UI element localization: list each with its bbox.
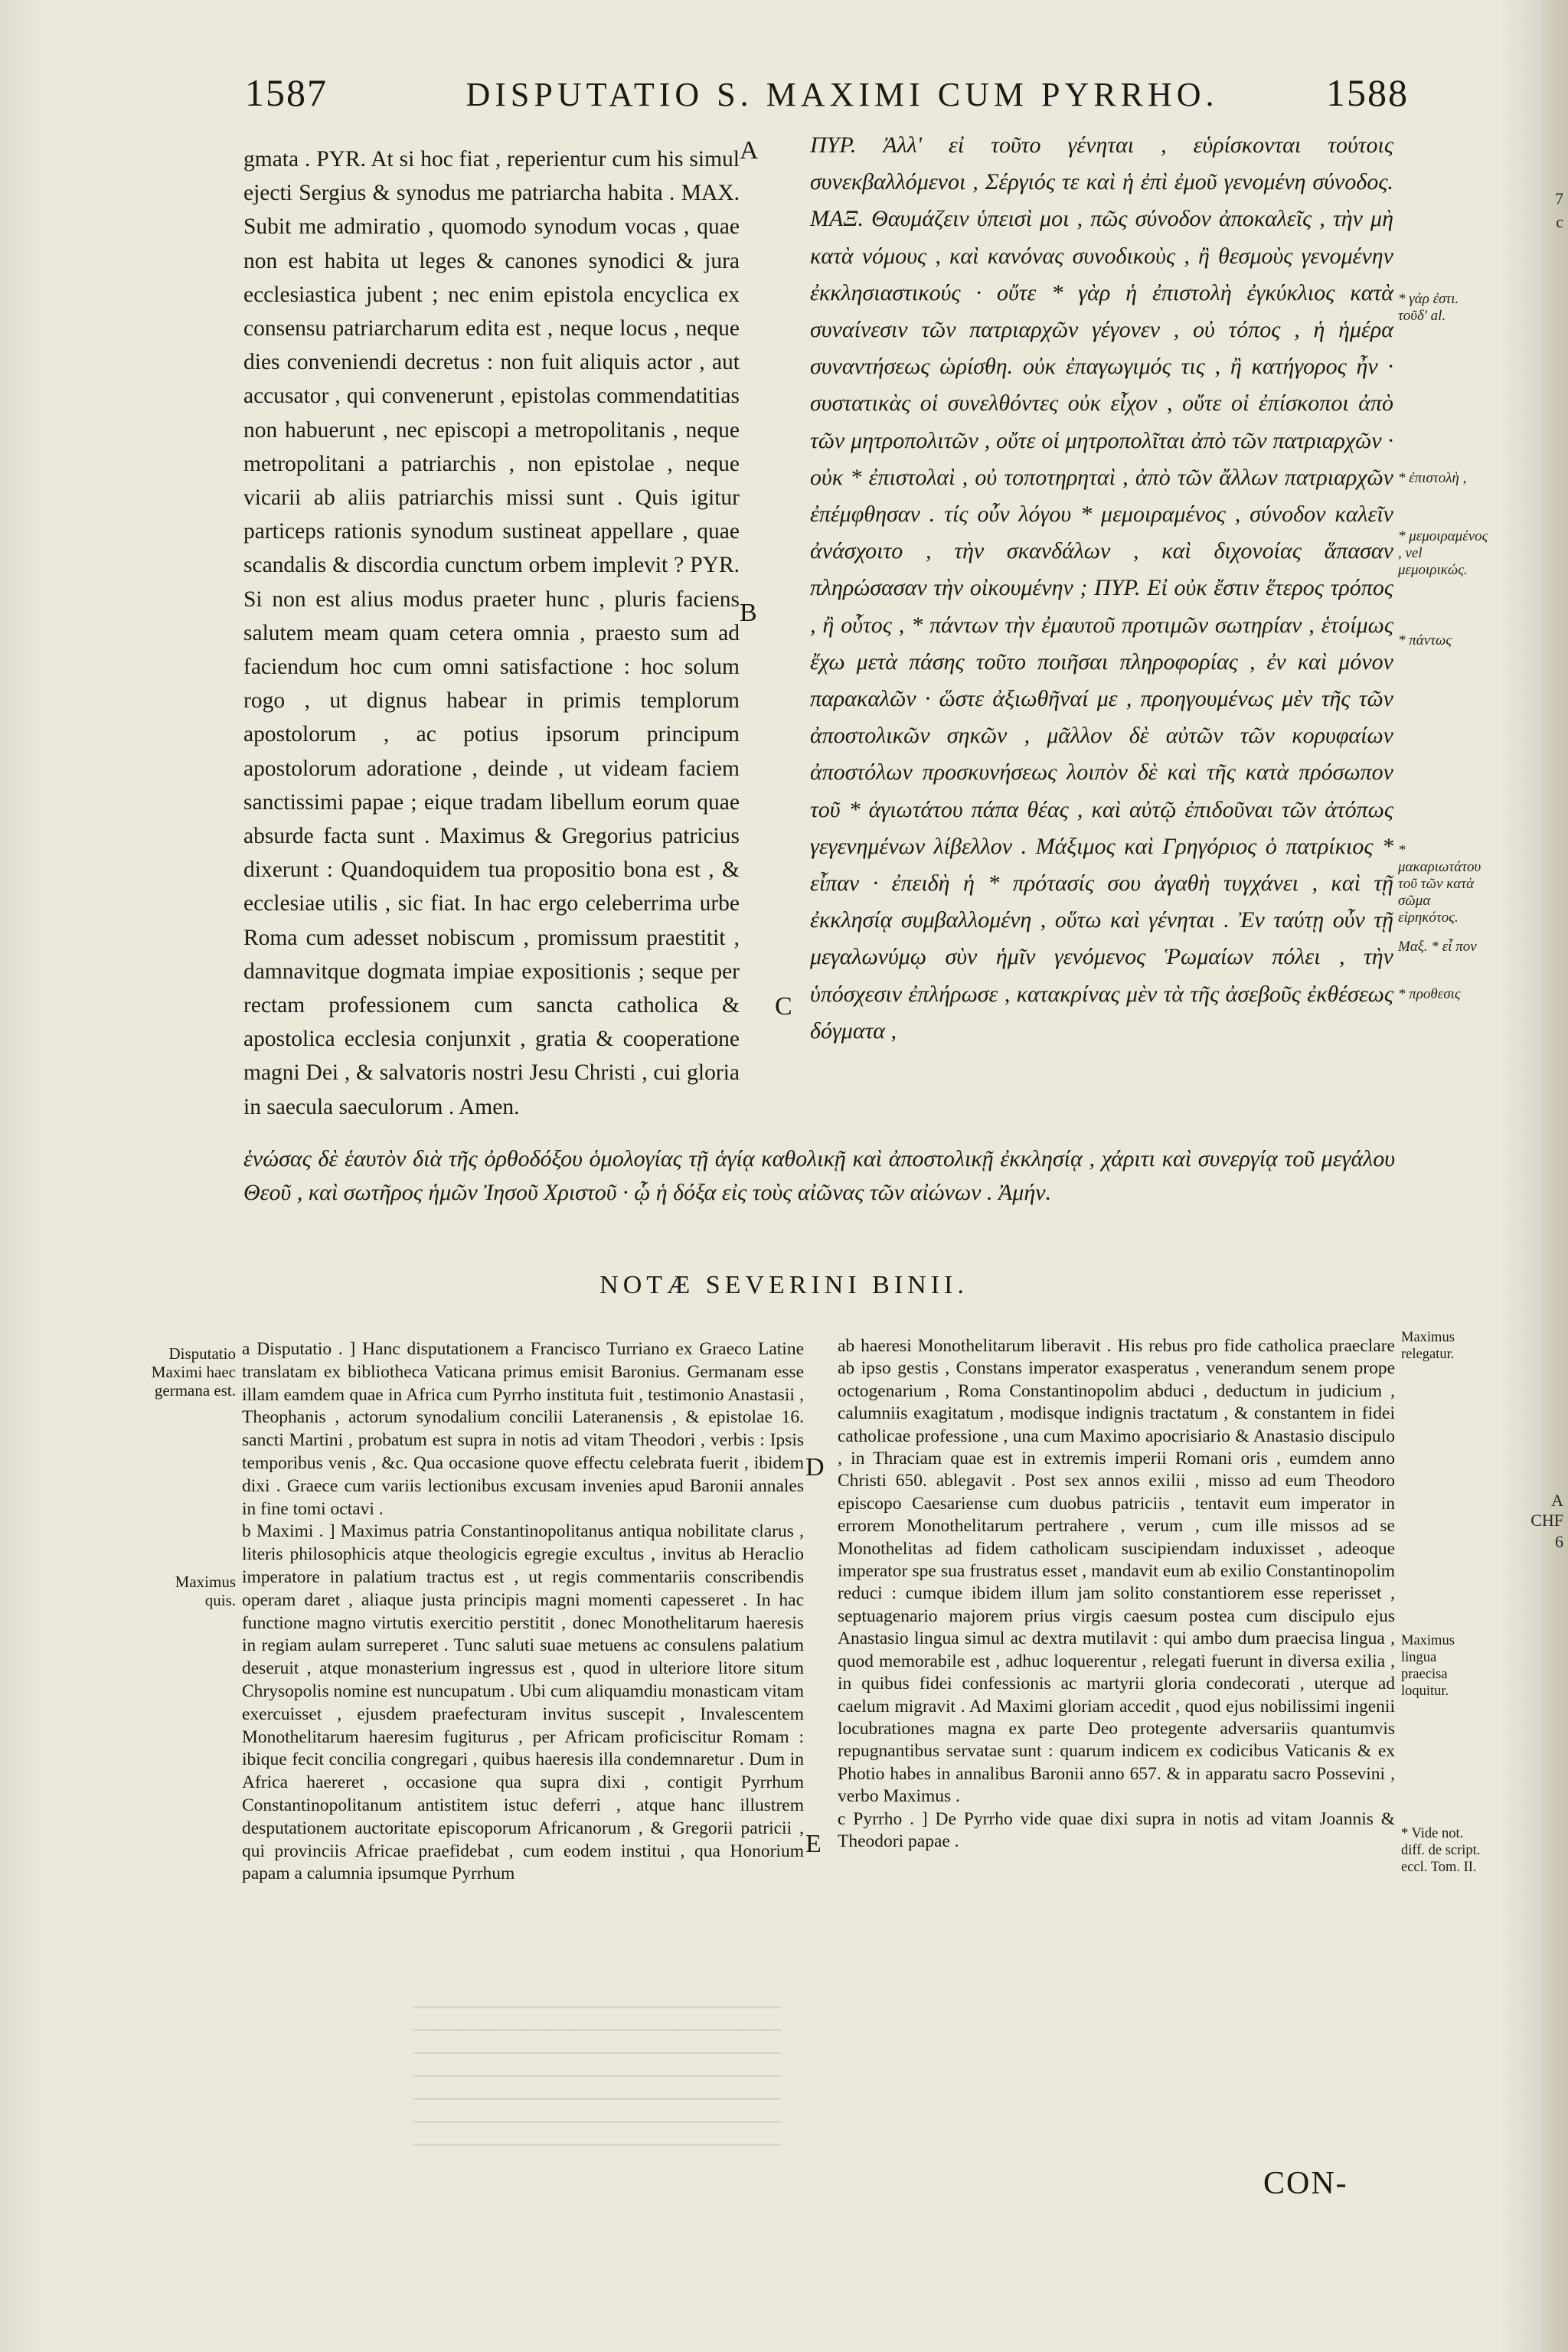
greek-margin-note: * προθεσις (1398, 986, 1461, 1002)
note-b: b Maximi . ] Maximus patria Constantinopolitanus antiqua nobilitate clarus , literis philosophicis atque theologicis egregie excultus , invitus ab Heraclio imperatore in palatium tractus est , ut regis commentariis conscribendis operam daret , aliaque justa principis magni momenti capesseret . In hac functione magno virtutis exercitio perstitit , donec Monothelitarum haeresis in regiam aulam surreperet . Tunc saluti suae metuens ac consulens palatium deseruit , atque monasterium ingressus est , quod in ulteriore litore situm Chrysopolis nomine est nuncupatum . Ubi cum aliquamdiu monasticam vitam exercuisset , ejusdem praefecturam invitus suscepit , Invalescentem Monothelitarum haeresim fugiturus , per Africam proficiscitur Romam : ibique fecit concilia congregari , quibus haeresis illa condemnaretur . Dum in Africa haereret , occasione qua supra dixi , contigit Pyrrhum Constantinopolitanum antistitem istuc deferri , atque hanc illustrem desputationem auctoritate episcoporum Africanorum , & Gregorii patricii , qui provinciis Africae praefidebat , cum eodem institui , qua Honorium papam a calumnia ipsumque Pyrrhum (242, 1521, 804, 1884)
left-margin-label: Disputatio Maximi haec germana est. (151, 1344, 236, 1400)
left-margin-label: Maximus quis. (175, 1573, 236, 1609)
section-marker-d: D (805, 1453, 825, 1481)
page-number-left: 1587 (245, 71, 328, 114)
section-marker-c: C (775, 992, 792, 1021)
greek-margin-note: Μαξ. * εἶ πον (1398, 939, 1477, 955)
notes-left-column (242, 1338, 804, 1886)
notes-section-title: NOTÆ SEVERINI BINII. (599, 1271, 969, 1299)
greek-column (810, 127, 1393, 1050)
greek-margin-note: * μακαριωτάτου τοῦ τῶν κατὰ σῶμα εἰρηκότος. (1398, 842, 1481, 926)
greek-margin-note: * μεμοιραμένος , vel μεμοιρικώς. (1398, 528, 1488, 578)
adjacent-page-edge (1530, 0, 1568, 2352)
edge-fragment: c (1556, 212, 1563, 231)
right-margin-label: Maximus lingua praecisa loquitur. (1401, 1633, 1455, 1699)
greek-margin-note: * πάντως (1398, 632, 1452, 648)
section-marker-b: B (740, 599, 757, 627)
note-a: a Disputatio . ] Hanc disputationem a Francisco Turriano ex Graeco Latine translatam ex bibliotheca Vaticana primus emisit Baronius. Germanam esse illam eamdem quae in Africa cum Pyrrho instituta fuit , testimonio Anastasii , Theophanis , actorum synodalium concilii Lateranensis , & epistolae 16. sancti Martini , probatum est supra in notis ad vitam Theodori , verbis : Ipsis temporibus venis , &c. Qua occasione quove effectu celebrata fuerit , ibidem dixi . Graece cum variis lectionibus excusam invenies apud Baronii annales in fine tomi octavi . (242, 1339, 804, 1519)
greek-closing-paragraph (243, 1142, 1395, 1210)
section-marker-a: A (740, 136, 759, 165)
greek-margin-note: * γάρ ἐστι. τοῦδ' al. (1398, 291, 1459, 324)
section-marker-e: E (805, 1830, 822, 1858)
greek-margin-note: * ἐπιστολὴ , (1398, 470, 1467, 486)
notes-right-column (838, 1335, 1395, 1853)
latin-text: gmata . PYR. At si hoc fiat , reperientur cum his simul ejecti Sergius & synodus me patriarcha habita . MAX. Subit me admiratio , quomodo synodum vocas , quae non est habita ut leges & canones synodici & jura ecclesiastica jubent ; nec enim epistola encyclica ex consensu patriarcharum edita est , neque locus , neque dies conveniendi decretus : non fuit aliquis actor , aut accusator , qui convenerunt , epistolas commendatitias non habuerunt , nec episcopi a metropolitanis , neque metropolitani a patriarchis , non epistolae , neque vicarii ab aliis patriarchis missi sunt . Quis igitur particeps rationis synodum sustineat appellare , quae scandalis & discordia cunctum orbem implevit ? PYR. Si non est alius modus praeter hunc , pluris faciens salutem meam quam cetera omnia , praesto sum ad faciendum hoc cum omni satisfactione : hoc solum rogo , ut dignus habear in primis templorum apostolorum , ac potius ipsorum principum apostolorum adoratione , deinde , ut videam faciem sanctissimi papae ; eique tradam libellum eorum quae absurde facta sunt . Maximus & Gregorius patricius dixerunt : Quandoquidem tua propositio bona est , & ecclesiae utilis , sic fiat. In hac ergo celeberrima urbe Roma cum adesset nobiscum , promissum praestitit , damnavitque dogmata impiae expositionis ; seque per rectam professionem cum sancta catholica & apostolica ecclesia conjunxit , gratia & cooperatione magni Dei , & salvatoris nostri Jesu Christi , cui gloria in saecula saeculorum . Amen. (243, 147, 740, 1119)
show-through-texture (413, 2006, 781, 2159)
running-header (245, 70, 1409, 124)
running-title: DISPUTATIO S. MAXIMI CUM PYRRHO. (466, 76, 1219, 113)
greek-text: ΠΥΡ. Ἀλλ' εἰ τοῦτο γένηται , εὑρίσκονται τούτοις συνεκβαλλόμενοι , Σέργιός τε καὶ ἡ ἐπὶ ἐμοῦ γενομένη σύνοδος. ΜΑΞ. Θαυμάζειν ὑπεισὶ μοι , πῶς σύνοδον ἀποκαλεῖς , τὴν μὴ κατὰ νόμους , καὶ κανόνας συνοδικοὺς , ἢ θεσμοὺς γενομένην ἐκκλησιαστικούς · οὔτε * γὰρ ἡ ἐπιστολὴ ἐγκύκλιος κατὰ συναίνεσιν τῶν πατριαρχῶν γέγονεν , οὐ τόπος , ἡ ἡμέρα συναντήσεως ὡρίσθη. οὐκ ἐπαγωγιμός τις , ἢ κατήγορος ἦν · συστατικὰς οἱ συνελθόντες οὐκ εἶχον , οὔτε οἱ ἐπίσκοποι ἀπὸ τῶν μητροπολιτῶν , οὔτε οἱ μητροπολῖται ἀπὸ τῶν πατριαρχῶν · οὐκ * ἐπιστολαὶ , οὐ τοποτηρηταὶ , ἀπὸ τῶν ἄλλων πατριαρχῶν ἐπέμφθησαν . τίς οὖν λόγου * μεμοιραμένος , σύνοδον καλεῖν ἀνάσχοιτο , τὴν σκανδάλων , καὶ διχονοίας ἅπασαν πληρώσασαν τὴν οἰκουμένην ; ΠΥΡ. Εἰ οὐκ ἔστιν ἕτερος τρόπος , ἢ οὗτος , * πάντων τὴν ἐμαυτοῦ προτιμῶν σωτηρίαν , ἑτοίμως ἔχω μετὰ πάσης τοῦτο ποιῆσαι πληροφορίας , ἐν καὶ μόνον παρακαλῶν · ὥστε ἀξιωθῆναί με , προηγουμένως μὲν τῆς τῶν ἀποστολικῶν σηκῶν , μᾶλλον δὲ αὐτῶν τῶν κορυφαίων ἀποστόλων προσκυνήσεως λοιπὸν δὲ καὶ τῆς κατὰ πρόσωπον τοῦ * ἁγιωτάτου πάπα θέας , καὶ αὐτῷ ἐπιδοῦναι τῶν ἀτόπως γεγενημένων λίβελλον . Μάξιμος καὶ Γρηγόριος ὁ πατρίκιος * εἶπαν · ἐπειδὴ ἡ * πρότασίς σου ἀγαθὴ τυγχάνει , καὶ τῇ ἐκκλησίᾳ συμβαλλομένη , οὕτω καὶ γένηται . Ἐν ταύτῃ οὖν τῇ μεγαλωνύμῳ σὺν ἡμῖν γενόμενος Ῥωμαίων πόλει , τὴν ὑπόσχεσιν ἐπλήρωσε , κατακρίνας μὲν τὰ τῆς ἀσεβοῦς ἐκθέσεως δόγματα , (810, 132, 1393, 1044)
edge-fragment: 6 (1555, 1532, 1563, 1551)
catchword: CON- (1263, 2166, 1348, 2201)
latin-column (243, 142, 740, 1124)
note-b-continued: ab haeresi Monothelitarum liberavit . His rebus pro fide catholica praeclare ab ipso gestis , Constans imperator exasperatus , venerandum senem prope octogenarium , Roma Constantinopolim abduci , deductum in judicium , calumniis exagitatum , modisque indignis tractatum , & constantem in fidei catholicae professione , una cum Maximo apocrisiario & Anastasio discipulo , in Thraciam quae est in extremis imperii Romani oris , eumdem anno Christi 650. ablegavit . Post sex annos exilii , misso ad eum Theodoro episcopo Caesariense cum duobus patriciis , tentavit eum imperator in errorem Monothelitarum pertrahere , verum , cum ille missos ad se Monothelitas ad fidem catholicam suscipiendam induxisset , adeoque imperator spe sua frustratus esset , mandavit eum ab exilio Constantinopolim reduci : cumque ibidem illum jam solito constantiorem esse reperisset , septuagenario majorem prius virgis caesum postea cum discipulo ejus Anastasio lingua simul ac dextra mutilavit : qui ambo dum praecisa lingua , quod memorabile est , adhuc loquerentur , relegati fuerunt in diversa exilia , in quibus fidei confessionis ac martyrii gloria condecorati , uterque ad caelum migravit . Ad Maximi gloriam accedit , quod ejus nobilissimi ingenii locubrationes magna ex parte Deo protegente adversariis quantumvis repugnantibus servatae sunt : quarum indicem ex codicibus Vaticanis & ex Photio habes in annalibus Baronii anno 657. & in apparatu sacro Possevini , verbo Maximus . (838, 1336, 1395, 1807)
right-margin-label: Maximus relegatur. (1401, 1330, 1455, 1362)
right-margin-label: * Vide not. diff. de script. eccl. Tom. II. (1401, 1826, 1481, 1875)
edge-fragment: CHF (1530, 1511, 1563, 1530)
greek-tail-text: ἑνώσας δὲ ἑαυτὸν διὰ τῆς ὀρθοδόξου ὁμολογίας τῇ ἁγίᾳ καθολικῇ καὶ ἀποστολικῇ ἐκκλησίᾳ , χάριτι καὶ συνεργίᾳ τοῦ μεγάλου Θεοῦ , καὶ σωτῆρος ἡμῶν Ἰησοῦ Χριστοῦ · ᾧ ἡ δόξα εἰς τοὺς αἰῶνας τῶν αἰώνων . Ἀμήν. (243, 1146, 1395, 1205)
edge-fragment: 7 (1555, 189, 1563, 208)
page-number-right: 1588 (1326, 71, 1409, 114)
edge-fragment: A (1551, 1491, 1563, 1510)
note-c: c Pyrrho . ] De Pyrrho vide quae dixi supra in notis ad vitam Joannis & Theodori papae . (838, 1808, 1395, 1851)
